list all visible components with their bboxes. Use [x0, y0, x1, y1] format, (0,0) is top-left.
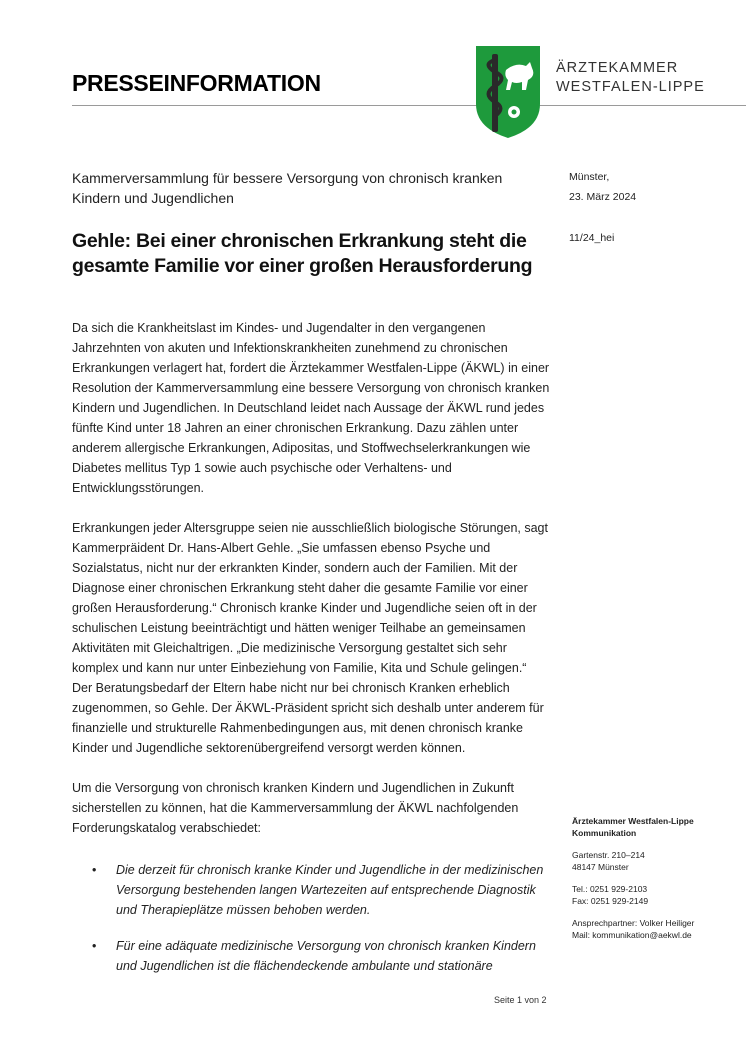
header-divider	[72, 105, 746, 106]
press-subtitle: Kammerversammlung für bessere Versorgung von chronisch kranken Kindern und Jugendlichen	[72, 170, 503, 206]
contact-email[interactable]: Mail: kommunikation@aekwl.de	[572, 930, 692, 940]
contact-city: 48147 Münster	[572, 862, 629, 872]
contact-department: Kommunikation	[572, 828, 637, 838]
meta-city: Münster,	[569, 171, 610, 183]
contact-block	[572, 815, 742, 941]
bullet-icon: •	[92, 939, 97, 953]
body-paragraph: Um die Versorgung von chronisch kranken Kindern und Jugendlichen in Zukunft sicherstellen zu können, hat die Kammerversammlung der ÄKWL nachfolgenden Forderungskatalog verabschiedet:	[72, 781, 519, 835]
meta-reference: 11/24_hei	[569, 232, 615, 244]
contact-street: Gartenstr. 210–214	[572, 850, 645, 860]
page-number: Seite 1 von 2	[494, 995, 547, 1005]
contact-org: Ärztekammer Westfalen-Lippe	[572, 816, 694, 826]
press-headline: Gehle: Bei einer chronischen Erkrankung steht die gesamte Familie vor einer großen Herausforderung	[72, 230, 533, 277]
contact-person: Ansprechpartner: Volker Heiliger	[572, 918, 695, 928]
press-body	[72, 318, 550, 992]
body-paragraph: Erkrankungen jeder Altersgruppe seien nie ausschließlich biologische Störungen, sagt Kammerpräident Dr. Hans-Albert Gehle. „Sie umfassen ebenso Psyche und Sozialstatus, nicht nur der erkrankten Kinder, sondern auch der Familien. Mit der Diagnose einer chronischen Erkrankung steht daher die gesamte Familie vor einer großen Herausforderung.“ Chronisch kranke Kinder und Jugendliche seien oft in der schulischen Leistung beeinträchtigt und hätten weniger Teilhabe an gemeinsamen Aktivitäten mit Gleichaltrigen. „Die medizinische Versorgung gestaltet sich sehr komplex und kann nur unter Einbeziehung von Familie, Kita und Schule gelingen.“ Der Beratungsbedarf der Eltern habe nicht nur bei chronisch Kranken erheblich zugenommen, so Gehle. Der ÄKWL-Präsident spricht sich deshalb unter anderem für finanzielle und strukturelle Rahmenbedingungen aus, mit denen chronisch kranke Kinder und Jugendliche sektorenübergreifend versorgt werden können.	[72, 521, 548, 755]
body-paragraph: Da sich die Krankheitslast im Kindes- und Jugendalter in den vergangenen Jahrzehnten von akuten und Infektionskrankheiten zunehmend zu chronischen Erkrankungen verlagert hat, fordert die Ärztekammer Westfalen-Lippe (ÄKWL) in einer Resolution der Kammerversammlung eine bessere Versorgung von chronisch kranken Kindern und Jugendlichen. In Deutschland leidet nach Aussage der ÄKWL rund jedes fünfte Kind unter 18 Jahren an einer chronischen Erkrankung. Dazu zählen unter anderem allergische Erkrankungen, Adipositas, und Stoffwechselerkrankungen wie Diabetes mellitus Typ 1 sowie auch psychische oder Verhaltens- und Entwicklungsstörungen.	[72, 321, 550, 495]
list-item: • Für eine adäquate medizinische Versorgung von chronisch kranken Kindern und Jugendlichen ist die flächendeckende ambulante und stationäre	[72, 936, 550, 976]
meta-date: 23. März 2024	[569, 191, 637, 203]
list-item: • Die derzeit für chronisch kranke Kinder und Jugendliche in der medizinischen Versorgung bestehenden langen Wartezeiten auf entsprechende Diagnostik und Therapieplätze müssen behoben werden.	[72, 860, 550, 920]
organization-name: ÄRZTEKAMMER WESTFALEN-LIPPE	[556, 60, 705, 95]
bullet-icon: •	[92, 863, 97, 877]
contact-fax: Fax: 0251 929-2149	[572, 896, 649, 906]
document-title: PRESSEINFORMATION	[72, 70, 321, 96]
contact-phone: Tel.: 0251 929-2103	[572, 884, 648, 894]
staff-icon	[492, 54, 498, 132]
aekwl-logo	[470, 44, 546, 140]
demands-list	[72, 860, 550, 976]
